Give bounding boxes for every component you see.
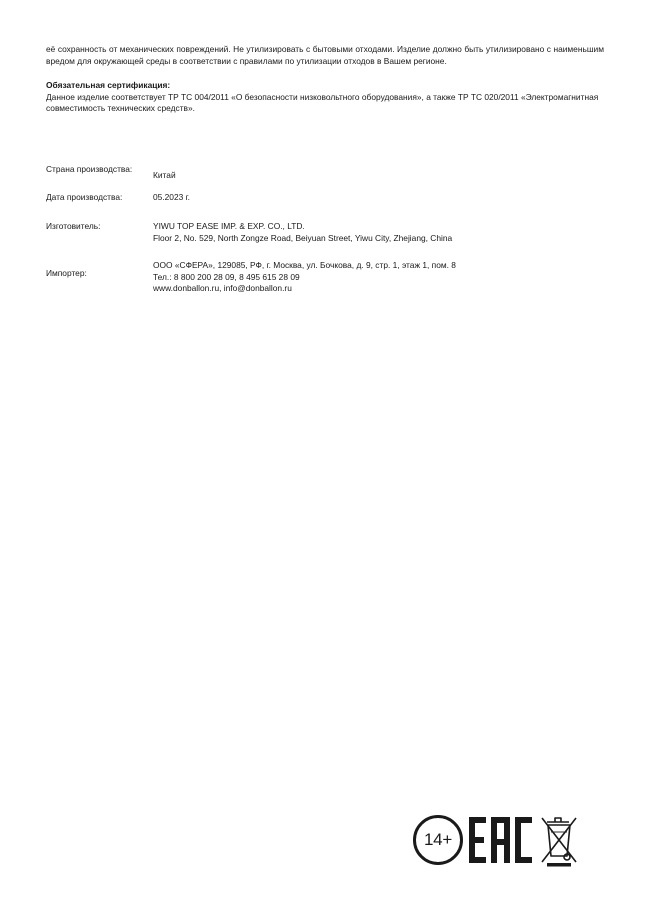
document-body — [46, 44, 604, 115]
certification-text: Данное изделие соответствует ТР ТС 004/2011 «О безопасности низковольтного оборудования», а также ТР ТС 020/2011 «Электромагнитная совместимость технических средств». — [46, 91, 599, 114]
country-row — [46, 164, 176, 182]
manufacturer-row — [46, 221, 452, 244]
importer-value — [153, 260, 456, 295]
importer-name-address: ООО «СФЕРА», 129085, РФ, г. Москва, ул. Бочкова, д. 9, стр. 1, этаж 1, пом. 8 — [153, 260, 456, 270]
age-rating-text: 14+ — [424, 830, 452, 850]
disposal-paragraph: её сохранность от механических повреждений. Не утилизировать с бытовыми отходами. Изделие должно быть утилизировано с наименьшим вредом для окружающей среды в соответствии с правилами по утилизации отходов в Вашем регионе. — [46, 44, 604, 66]
manufacturer-address: Floor 2, No. 529, North Zongze Road, Beiyuan Street, Yiwu City, Zhejiang, China — [153, 232, 453, 243]
eac-mark-icon — [469, 815, 533, 865]
production-date-row — [46, 192, 190, 204]
certification-title: Обязательная сертификация: — [46, 80, 171, 91]
country-label: Страна производства: — [46, 164, 133, 174]
crossed-out-wheelie-bin-icon — [539, 812, 579, 868]
production-date-label: Дата производства: — [46, 192, 123, 202]
importer-row — [46, 260, 456, 295]
manufacturer-name: YIWU TOP EASE IMP. & EXP. CO., LTD. — [153, 221, 305, 231]
country-value: Китай — [153, 170, 176, 180]
importer-label: Импортер: — [46, 268, 87, 278]
importer-web-email: www.donballon.ru, info@donballon.ru — [153, 283, 292, 294]
compliance-marks — [413, 810, 579, 870]
certification-block — [46, 80, 604, 115]
manufacturer-value — [153, 221, 452, 244]
importer-phone: Тел.: 8 800 200 28 09, 8 495 615 28 09 — [153, 271, 300, 282]
manufacturer-label: Изготовитель: — [46, 221, 101, 231]
production-date-value: 05.2023 г. — [153, 192, 190, 202]
age-rating-icon — [413, 815, 463, 865]
